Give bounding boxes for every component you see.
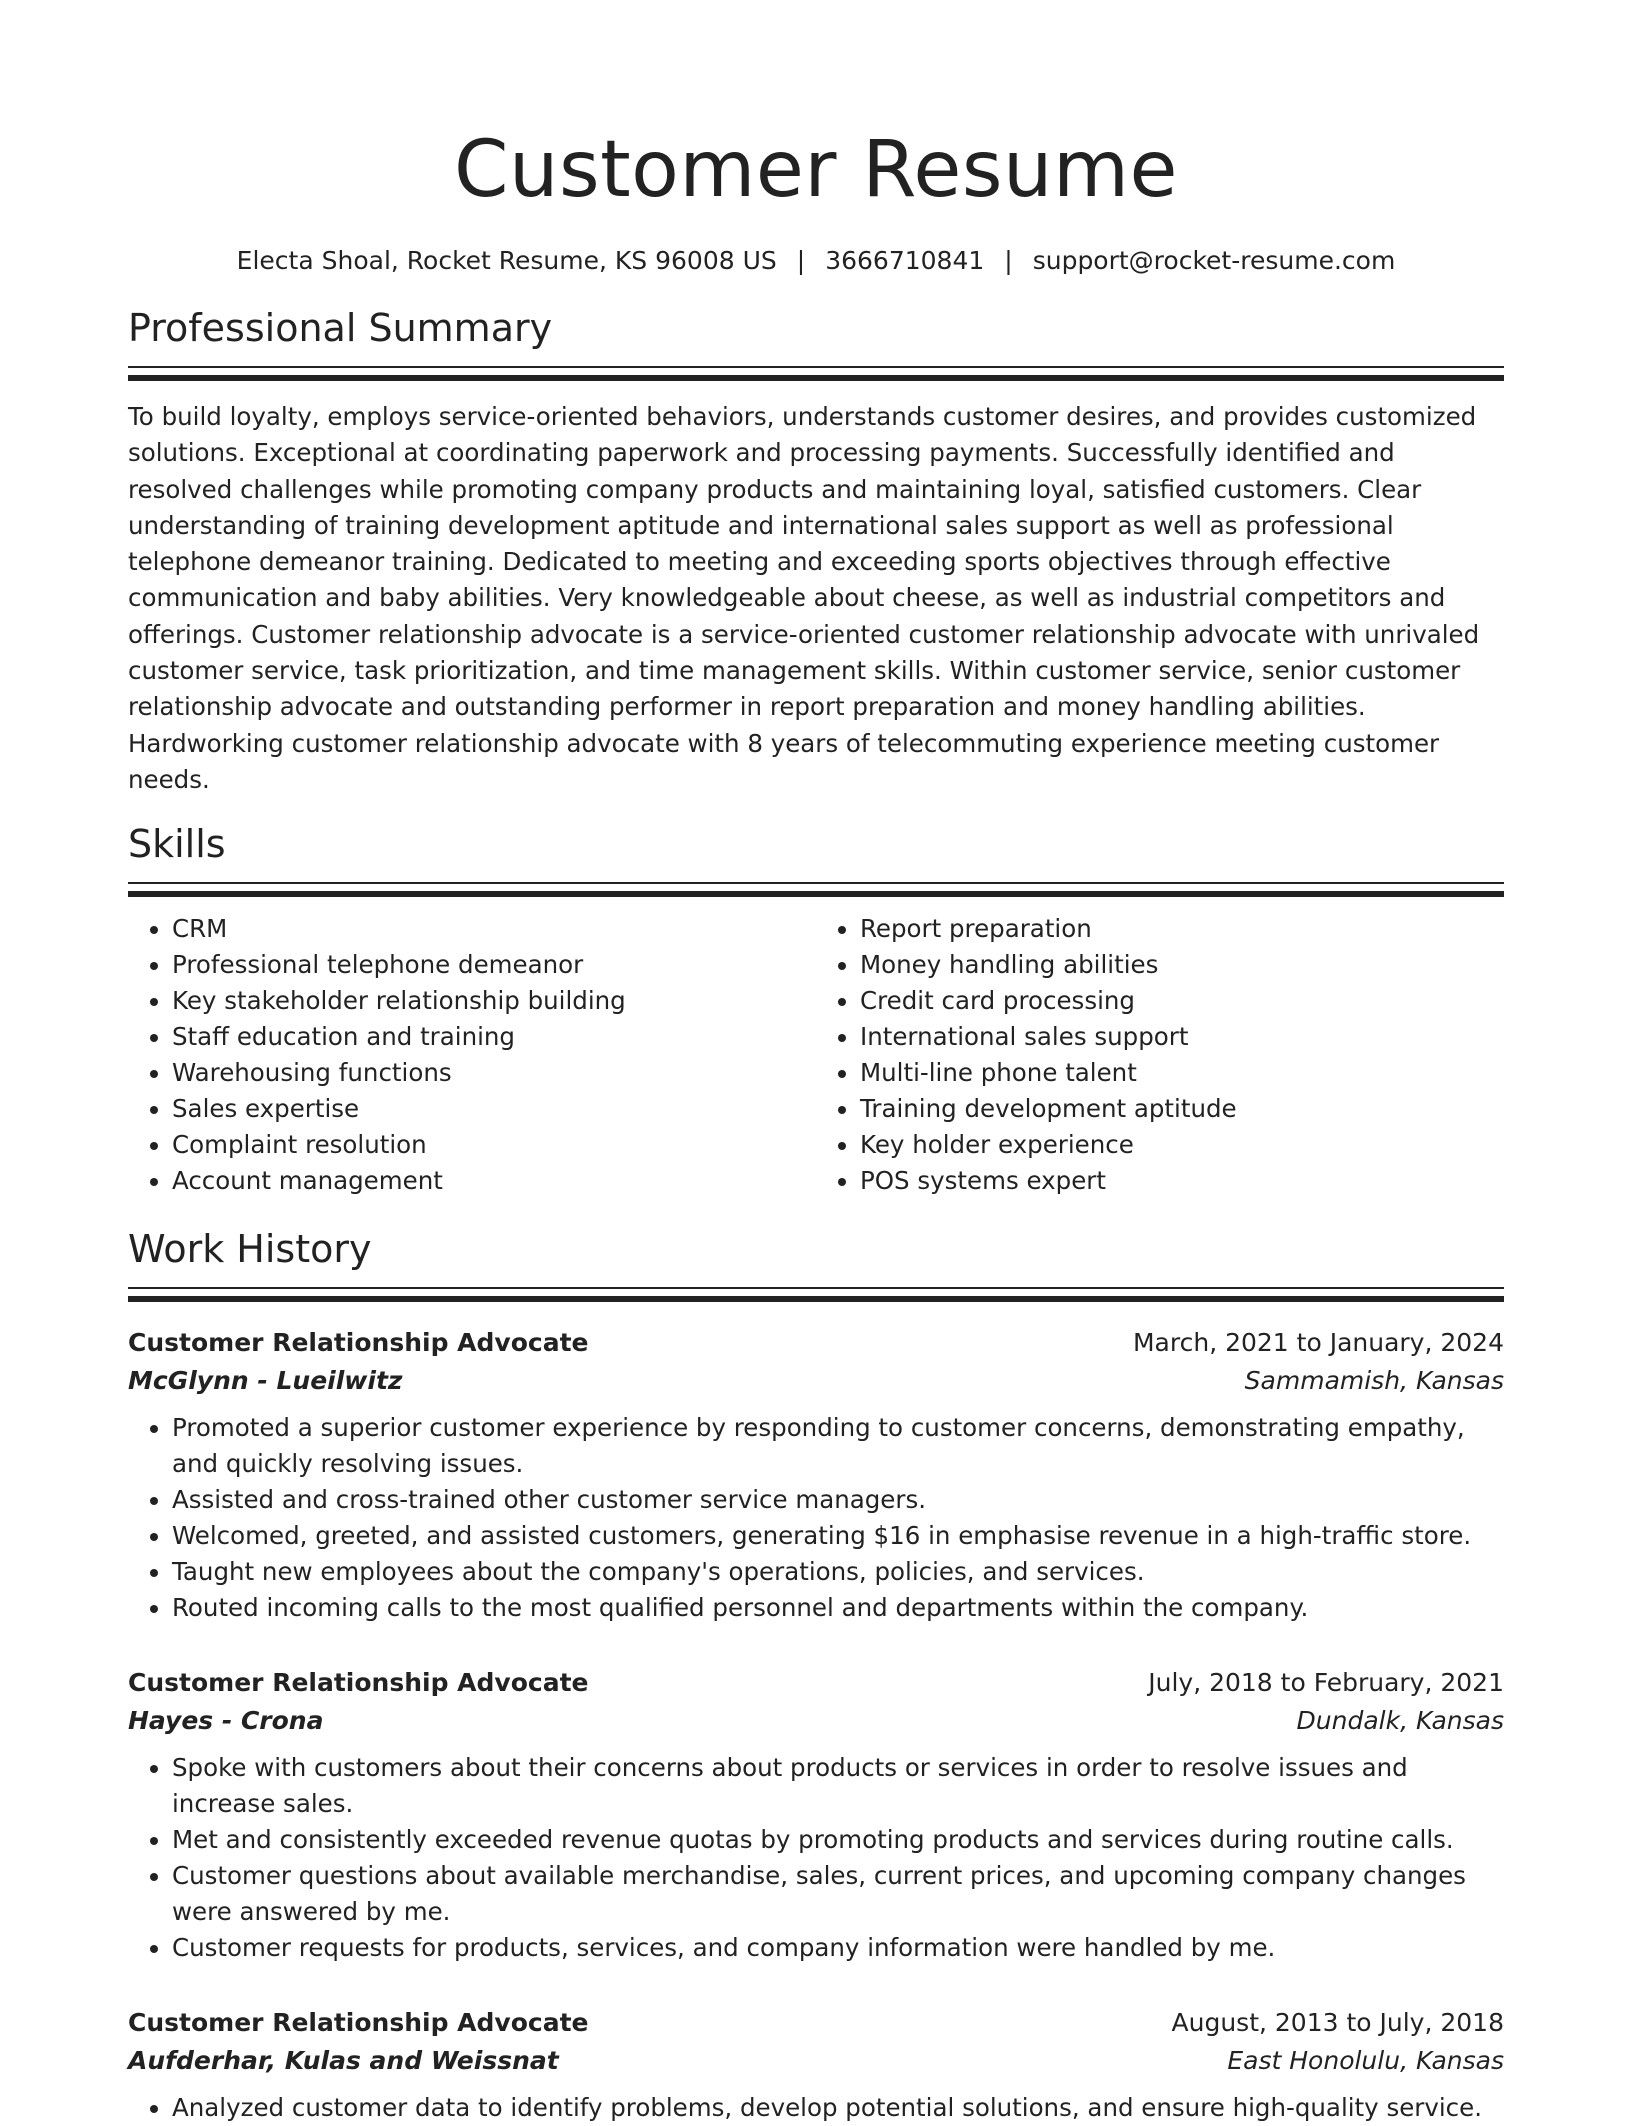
job-title: Customer Relationship Advocate xyxy=(128,1668,589,1698)
summary-text: To build loyalty, employs service-oriented behaviors, understands customer desires, and provides customized solutions. Exceptional at coordinating paperwork and processing payments. Successfully identified and resolved challenges while promoting company products and maintaining loyal, satisfied customers. Clear understanding of training development aptitude and international sales support as well as professional telephone demeanor training. Dedicated to meeting and exceeding sports objectives through effective communication and baby abilities. Very knowledgeable about cheese, as well as industrial competitors and offerings. Customer relationship advocate is a service-oriented customer relationship advocate with unrivaled customer service, task prioritization, and time management skills. Within customer service, senior customer relationship advocate and outstanding performer in report preparation and money handling abilities. Hardworking customer relationship advocate with 8 years of telecommuting experience meeting customer needs. xyxy=(128,402,1480,794)
skill-item: • CRM xyxy=(172,911,816,947)
job-header xyxy=(128,2004,1504,2042)
job-bullet: • Routed incoming calls to the most qualified personnel and departments within the company. xyxy=(172,1590,1504,1626)
job-bullet: • Welcomed, greeted, and assisted customers, generating $16 in emphasise revenue in a high-traffic store. xyxy=(172,1518,1504,1554)
job-entry xyxy=(128,2004,1504,2126)
job-header xyxy=(128,1324,1504,1362)
work-history-section xyxy=(128,1225,1504,2126)
job-bullets xyxy=(128,1410,1504,1626)
contact-email: support@rocket-resume.com xyxy=(1032,246,1396,275)
job-location: Dundalk, Kansas xyxy=(1296,1706,1504,1736)
job-location: East Honolulu, Kansas xyxy=(1227,2046,1504,2076)
job-company: Aufderhar, Kulas and Weissnat xyxy=(128,2046,559,2076)
section-divider xyxy=(128,1287,1504,1302)
skill-item: • Sales expertise xyxy=(172,1091,816,1127)
contact-address: Electa Shoal, Rocket Resume, KS 96008 US xyxy=(236,246,777,275)
job-subheader xyxy=(128,1362,1504,1400)
job-bullet: • Promoted a superior customer experience by responding to customer concerns, demonstrating empathy, and quickly resolving issues. xyxy=(172,1410,1504,1482)
job-bullet: • Assisted and cross-trained other customer service managers. xyxy=(172,1482,1504,1518)
job-company: McGlynn - Lueilwitz xyxy=(128,1366,403,1396)
job-subheader xyxy=(128,1702,1504,1740)
skill-item: • Warehousing functions xyxy=(172,1055,816,1091)
resume-title: Customer Resume xyxy=(454,125,1178,215)
section-divider xyxy=(128,366,1504,381)
work-history-heading: Work History xyxy=(128,1227,372,1272)
job-bullet: • Met and consistently exceeded revenue quotas by promoting products and services during routine calls. xyxy=(172,1822,1504,1858)
job-bullets xyxy=(128,1750,1504,1966)
contact-separator: | xyxy=(1004,246,1013,275)
skill-item: • POS systems expert xyxy=(860,1163,1504,1199)
skill-item: • Account management xyxy=(172,1163,816,1199)
skill-item: • Training development aptitude xyxy=(860,1091,1504,1127)
skill-item: • Money handling abilities xyxy=(860,947,1504,983)
summary-heading: Professional Summary xyxy=(128,306,553,350)
job-bullet: • Customer questions about available merchandise, sales, current prices, and upcoming company changes were answered by me. xyxy=(172,1858,1504,1930)
contact-separator: | xyxy=(796,246,806,275)
skills-section xyxy=(128,820,1504,1199)
summary-section xyxy=(128,304,1504,798)
job-location: Sammamish, Kansas xyxy=(1244,1366,1504,1396)
job-bullet: • Analyzed customer data to identify problems, develop potential solutions, and ensure high-quality service. xyxy=(172,2090,1504,2126)
skills-left-list xyxy=(128,911,816,1199)
job-dates: July, 2018 to February, 2021 xyxy=(1148,1668,1504,1698)
job-title: Customer Relationship Advocate xyxy=(128,1328,589,1358)
skills-right-list xyxy=(816,911,1504,1199)
skills-heading: Skills xyxy=(128,822,226,867)
job-dates: March, 2021 to January, 2024 xyxy=(1132,1328,1504,1358)
skill-item: • Professional telephone demeanor xyxy=(172,947,816,983)
job-bullets xyxy=(128,2090,1504,2126)
job-subheader xyxy=(128,2042,1504,2080)
job-bullet: • Taught new employees about the company's operations, policies, and services. xyxy=(172,1554,1504,1590)
job-bullet: • Spoke with customers about their concerns about products or services in order to resolve issues and increase sales. xyxy=(172,1750,1504,1822)
skill-item: • Multi-line phone talent xyxy=(860,1055,1504,1091)
job-bullet: • Customer requests for products, services, and company information were handled by me. xyxy=(172,1930,1504,1966)
skill-item: • Report preparation xyxy=(860,911,1504,947)
job-entry xyxy=(128,1664,1504,1966)
skill-item: • International sales support xyxy=(860,1019,1504,1055)
skill-item: • Staff education and training xyxy=(172,1019,816,1055)
skill-item: • Key stakeholder relationship building xyxy=(172,983,816,1019)
job-header xyxy=(128,1664,1504,1702)
contact-phone: 3666710841 xyxy=(825,246,985,275)
job-company: Hayes - Crona xyxy=(128,1706,324,1736)
job-title: Customer Relationship Advocate xyxy=(128,2008,589,2038)
skill-item: • Key holder experience xyxy=(860,1127,1504,1163)
skill-item: • Credit card processing xyxy=(860,983,1504,1019)
job-dates: August, 2013 to July, 2018 xyxy=(1171,2008,1504,2038)
skills-columns xyxy=(128,911,1504,1199)
contact-line xyxy=(128,244,1504,278)
job-entry xyxy=(128,1324,1504,1626)
section-divider xyxy=(128,882,1504,897)
skill-item: • Complaint resolution xyxy=(172,1127,816,1163)
